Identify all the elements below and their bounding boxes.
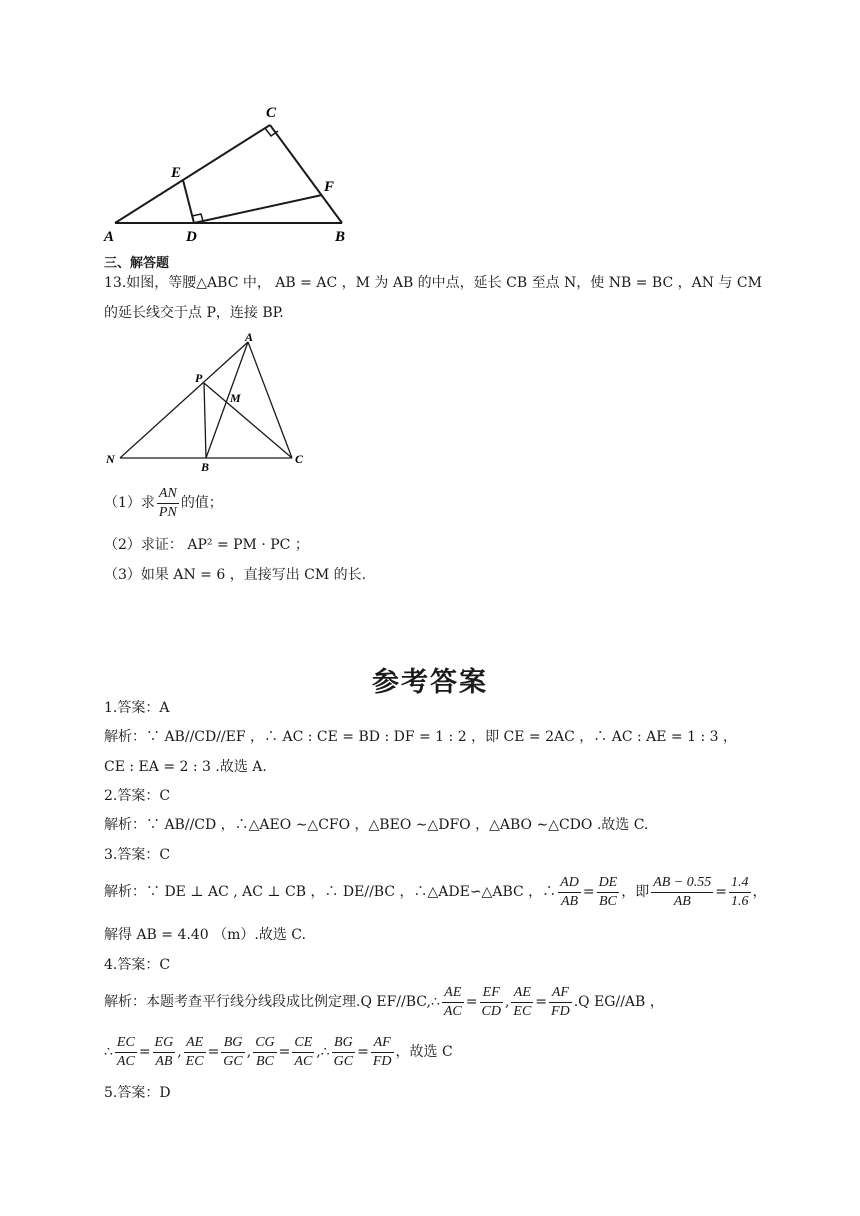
- segment-an: [120, 342, 248, 458]
- q13-part-3: （3）如果 AN = 6 ，直接写出 CM 的长.: [104, 567, 367, 583]
- fraction-numerator: 1.4: [729, 874, 751, 893]
- answer-2: 2.答案：C: [104, 788, 171, 804]
- label-f: F: [324, 179, 335, 195]
- fraction-numerator: EG: [153, 1034, 176, 1053]
- answer-2-explanation: 解析：∵ AB//CD ，∴△AEO ∼△CFO ，△BEO ∼△DFO ，△ABO ∼△CDO .故选 C.: [104, 817, 649, 833]
- answer-3-explanation-line-1: [104, 872, 767, 912]
- fraction-denominator: 1.6: [731, 893, 749, 909]
- fraction-denominator: AB: [560, 893, 579, 909]
- fraction-denominator: FD: [372, 1053, 392, 1069]
- fraction-numerator: AE: [184, 1034, 206, 1053]
- fraction-ad-ab: [558, 874, 581, 911]
- segment-ab: [206, 342, 248, 458]
- q13-line-2: 的延长线交于点 P，连接 BP.: [104, 305, 284, 321]
- fraction-numerator: BG: [221, 1034, 244, 1053]
- answer-1: 1.答案：A: [104, 700, 170, 716]
- fraction-ae-ec-2: [184, 1034, 206, 1071]
- answer-1-explanation-line-1: 解析：∵ AB//CD//EF ，∴ AC : CE = BD : DF = 1 : 2 ，即 CE = 2AC ，∴ AC : AE = 1 : 3 ，: [104, 729, 737, 745]
- figure-2-triangle-diagram: [100, 330, 320, 475]
- fraction-numerator: CE: [292, 1034, 314, 1053]
- segment-df: [194, 195, 322, 223]
- fraction-denominator: EC: [185, 1053, 204, 1069]
- fraction-ef-cd: [480, 984, 503, 1021]
- fraction-numerator: CG: [253, 1034, 276, 1053]
- fraction-numerator: EC: [115, 1034, 137, 1053]
- answer-1-explanation-line-2: CE : EA = 2 : 3 .故选 A.: [104, 759, 267, 775]
- fraction-ae-ac: [442, 984, 464, 1021]
- section-heading: 三、解答题: [104, 256, 170, 271]
- label-d: D: [186, 229, 197, 245]
- fraction-numerator: AF: [549, 984, 572, 1003]
- label-e: E: [171, 165, 182, 181]
- fraction-ce-ac: [292, 1034, 314, 1071]
- answer-4-explanation-line-2-end: ，故选 C: [395, 1044, 453, 1060]
- fraction-numerator: BG: [332, 1034, 355, 1053]
- answer-5: 5.答案：D: [104, 1085, 171, 1101]
- fraction-denominator: EC: [513, 1003, 532, 1019]
- answer-3-explanation-mid: ，即: [621, 884, 650, 900]
- segment-pc: [204, 383, 292, 458]
- equals-sign: =: [582, 884, 595, 900]
- figure-1-triangle-diagram: [100, 100, 360, 245]
- fraction-numerator: AN: [157, 485, 179, 504]
- fraction-ec-ac: [115, 1034, 137, 1071]
- label-n: N: [106, 452, 115, 466]
- answer-3-explanation-line-2: 解得 AB = 4.40 （m）.故选 C.: [104, 927, 306, 943]
- fraction-denominator: AC: [294, 1053, 313, 1069]
- answer-4-explanation-prefix: 解析：本题考查平行线分线段成比例定理.Q EF//BC,∴: [104, 994, 440, 1010]
- fraction-eg-ab: [153, 1034, 176, 1071]
- fraction-denominator: BC: [598, 893, 617, 909]
- fraction-denominator: GC: [223, 1053, 243, 1069]
- q13-part-1: [104, 483, 223, 523]
- label-c: C: [266, 105, 277, 121]
- fraction-denominator: PN: [158, 504, 177, 520]
- label-c: C: [295, 452, 304, 466]
- q13-part-1-suffix: 的值；: [180, 495, 223, 511]
- fraction-denominator: FD: [551, 1003, 570, 1019]
- fraction-numerator: DE: [597, 874, 620, 893]
- q13-line-1: 13.如图，等腰△ABC 中， AB = AC ，M 为 AB 的中点，延长 CB 至点 N，使 NB = BC ，AN 与 CM: [104, 275, 762, 291]
- answer-3-explanation-end: ，: [752, 884, 767, 900]
- fraction-cg-bc: [253, 1034, 276, 1071]
- answers-title: 参考答案: [372, 667, 488, 698]
- label-a: A: [104, 229, 115, 245]
- fraction-de-bc: [597, 874, 620, 911]
- fraction-denominator: CD: [481, 1003, 501, 1019]
- answer-3: 3.答案：C: [104, 847, 171, 863]
- segment-ac: [115, 125, 270, 223]
- fraction-numerator: AE: [442, 984, 464, 1003]
- fraction-ae-ec: [511, 984, 533, 1021]
- answer-4-explanation-line-2: ∴ $\frac{EC}{AC}$ = $\frac{EG}{AB}$ , $\frac{AE}{EC}$ = $\frac{BG}{GC}$ , $\frac{CG}{BC}$ = $\frac{CE}{AC}$ ,∴ $\frac{BG}{GC}$ = $\frac{AF}{FD}$ ，故选 C: [104, 1034, 453, 1069]
- q13-part-2: （2）求证： AP² = PM · PC ；: [104, 537, 309, 553]
- fraction-denominator: GC: [333, 1053, 354, 1069]
- label-a: A: [245, 330, 254, 344]
- fraction-an-pn: [157, 485, 179, 522]
- fraction-ab-minus-055-ab: [651, 874, 713, 911]
- fraction-numerator: AB − 0.55: [651, 874, 713, 893]
- fraction-denominator: AC: [443, 1003, 462, 1019]
- fraction-14-16: [729, 874, 751, 911]
- fraction-af-fd: [549, 984, 572, 1021]
- fraction-bg-gc-2: [332, 1034, 355, 1071]
- fraction-numerator: EF: [480, 984, 503, 1003]
- answer-4-explanation-tail: .Q EG//AB ，: [573, 994, 664, 1010]
- fraction-numerator: AE: [511, 984, 533, 1003]
- fraction-af-fd-2: [371, 1034, 394, 1071]
- fraction-numerator: AF: [371, 1034, 394, 1053]
- answer-4: 4.答案：C: [104, 957, 171, 973]
- answer-3-explanation-prefix: 解析：∵ DE ⊥ AC , AC ⊥ CB ，∴ DE//BC ，∴△ADE∽△ABC ，∴: [104, 884, 557, 900]
- fraction-denominator: BC: [255, 1053, 274, 1069]
- fraction-denominator: AB: [155, 1053, 173, 1069]
- answer-4-explanation-line-1: 解析：本题考查平行线分线段成比例定理.Q EF//BC,∴ $\frac{AE}{AC}$ = $\frac{EF}{CD}$ , $\frac{AE}{EC}$ = $\frac{AF}{FD}$ .Q EG//AB ，: [104, 984, 664, 1019]
- segment-pb: [204, 383, 206, 458]
- label-b: B: [335, 229, 346, 245]
- label-m: M: [230, 391, 241, 405]
- segment-ac: [248, 342, 292, 458]
- segment-cb: [270, 125, 342, 223]
- equals-sign: =: [715, 884, 728, 900]
- label-p: P: [195, 371, 203, 385]
- fraction-bg-gc: [221, 1034, 244, 1071]
- label-b: B: [201, 460, 210, 474]
- fraction-numerator: AD: [558, 874, 581, 893]
- fraction-denominator: AC: [116, 1053, 135, 1069]
- therefore-symbol: ∴: [104, 1044, 113, 1060]
- q13-part-1-prefix: （1）求: [104, 495, 155, 511]
- fraction-denominator: AB: [673, 893, 691, 909]
